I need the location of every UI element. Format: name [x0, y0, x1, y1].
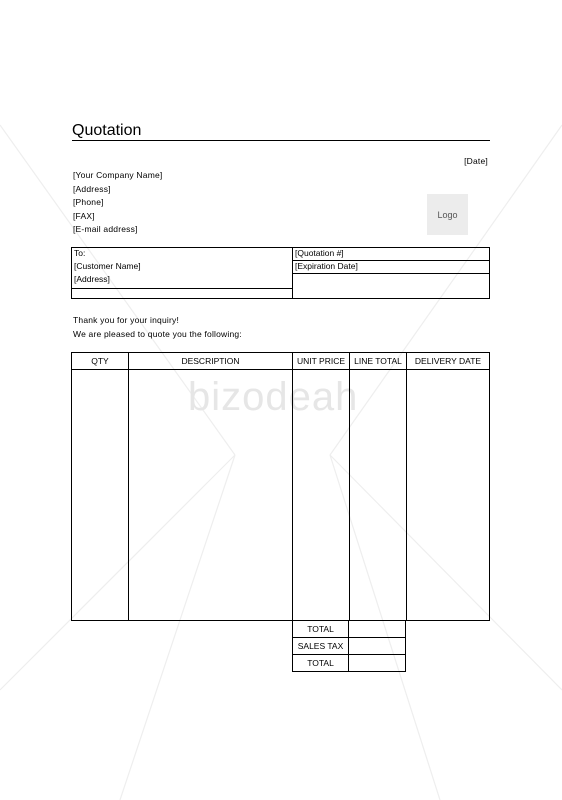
company-fax: [FAX] — [73, 210, 95, 221]
col-delivery-date: DELIVERY DATE — [407, 353, 490, 370]
company-address: [Address] — [73, 183, 111, 194]
unit-price-cell[interactable] — [293, 370, 350, 621]
company-name: [Your Company Name] — [73, 170, 163, 180]
company-block — [73, 169, 162, 237]
customer-address: [Address] — [72, 274, 293, 289]
customer-name: [Customer Name] — [72, 261, 293, 274]
watermark-text: bizodeah — [188, 375, 359, 419]
totals-table — [292, 620, 406, 672]
sales-tax-value[interactable] — [349, 638, 406, 655]
intro-line-2: We are pleased to quote you the following: — [73, 328, 242, 339]
total-value[interactable] — [349, 621, 406, 638]
col-line-total: LINE TOTAL — [350, 353, 407, 370]
grand-total-label: TOTAL — [293, 655, 349, 672]
quotation-number: [Quotation #] — [293, 248, 490, 261]
grand-total-value[interactable] — [349, 655, 406, 672]
recipient-table — [71, 247, 490, 299]
recipient-blank-cell — [293, 274, 490, 299]
recipient-spacer — [72, 288, 293, 298]
items-header-row — [72, 353, 490, 370]
company-email: [E-mail address] — [73, 224, 138, 235]
expiration-date: [Expiration Date] — [293, 261, 490, 274]
date-field: [Date] — [464, 156, 488, 166]
col-qty: QTY — [72, 353, 129, 370]
col-description: DESCRIPTION — [129, 353, 293, 370]
items-body-row — [72, 370, 490, 621]
total-label: TOTAL — [293, 621, 349, 638]
sales-tax-label: SALES TAX — [293, 638, 349, 655]
intro-text — [73, 314, 242, 341]
col-unit-price: UNIT PRICE — [293, 353, 350, 370]
qty-cell[interactable] — [72, 370, 129, 621]
logo-placeholder: Logo — [427, 194, 468, 235]
to-label: To: — [72, 248, 293, 261]
page-title: Quotation — [72, 122, 142, 139]
title-underline — [72, 140, 490, 141]
company-phone: [Phone] — [73, 197, 104, 208]
delivery-date-cell[interactable] — [407, 370, 490, 621]
line-total-cell[interactable] — [350, 370, 407, 621]
items-table — [71, 352, 490, 621]
intro-line-1: Thank you for your inquiry! — [73, 315, 180, 325]
description-cell[interactable] — [129, 370, 293, 621]
